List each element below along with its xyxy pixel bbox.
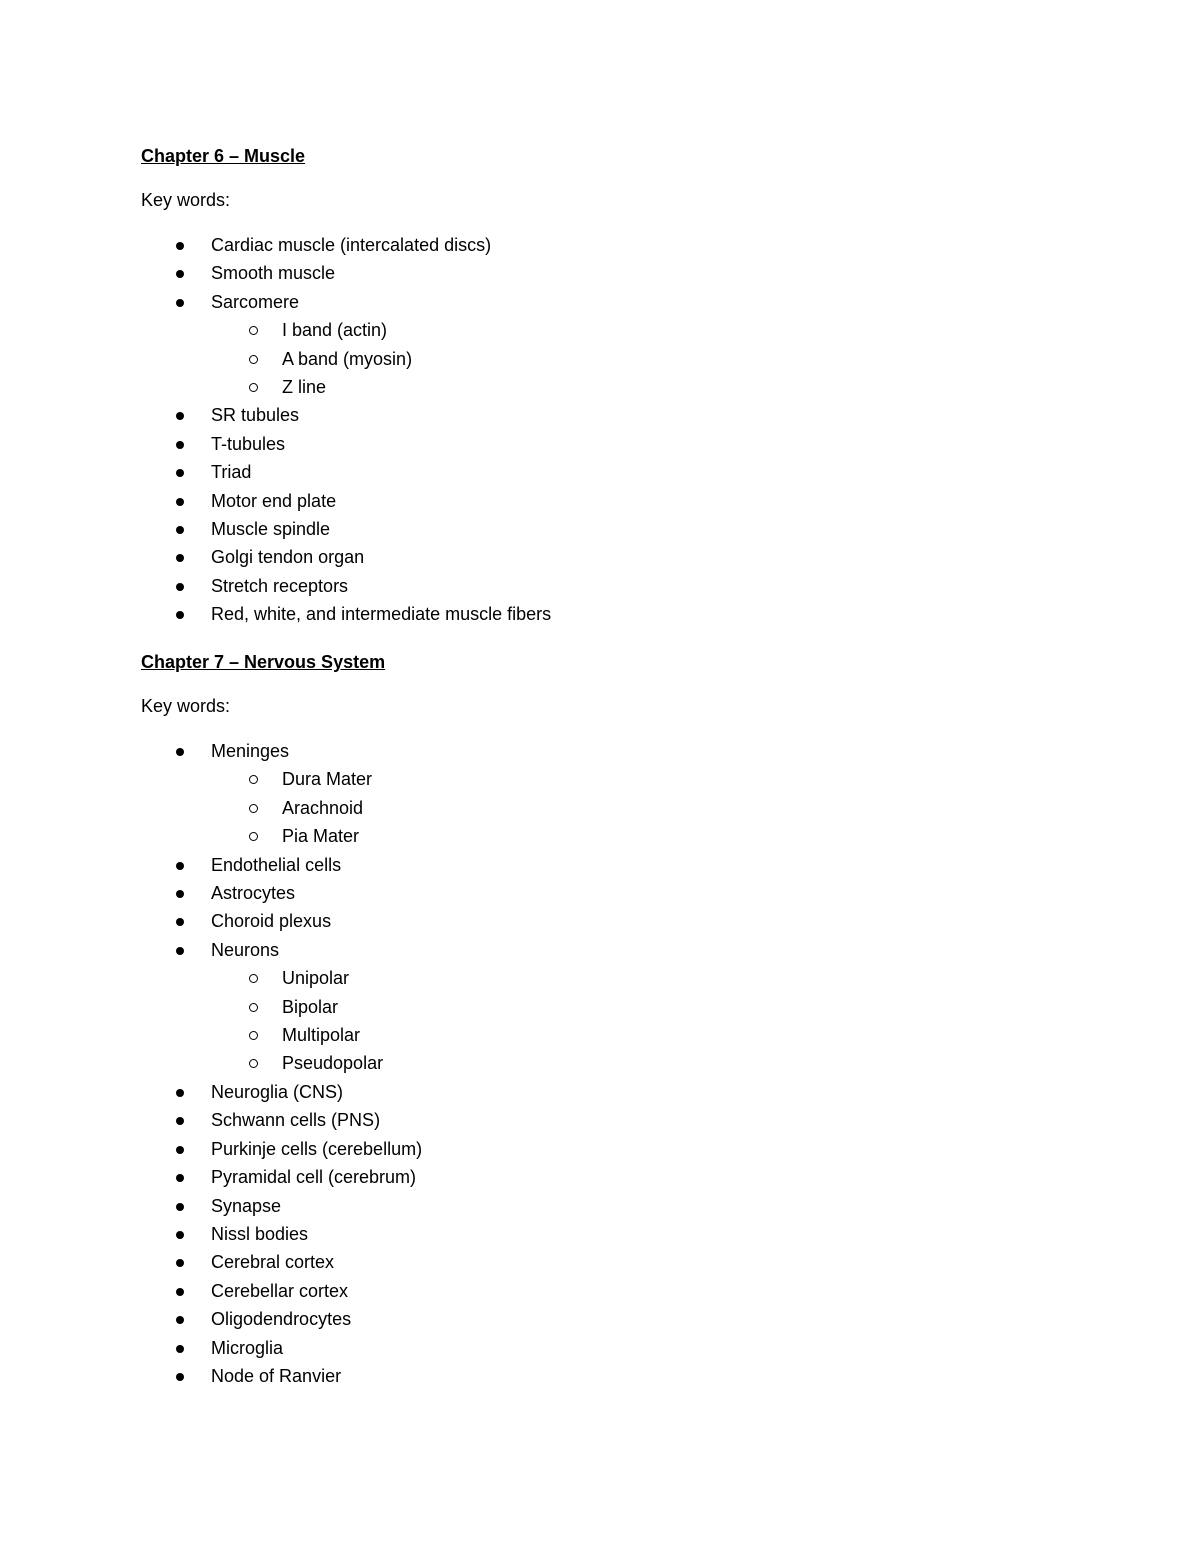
list-item [141, 737, 1041, 765]
list-item [141, 401, 1041, 429]
bullet-icon [176, 242, 184, 250]
list-item-label: Stretch receptors [211, 575, 349, 596]
list-item-label: Golgi tendon organ [211, 547, 365, 568]
hollow-bullet-icon [249, 832, 258, 841]
hollow-bullet-icon [249, 974, 258, 983]
chapter-7-keywords-label: Key words: [141, 696, 231, 716]
bullet-icon [176, 469, 184, 477]
list-item [141, 936, 1041, 964]
sub-list-item [141, 993, 1041, 1021]
list-item [141, 458, 1041, 486]
list-item-label: Red, white, and intermediate muscle fibers [211, 604, 552, 625]
list-item-label: Muscle spindle [211, 519, 331, 540]
bullet-icon [176, 1146, 184, 1154]
bullet-icon [176, 1089, 184, 1097]
chapter-7-heading: Chapter 7 – Nervous System [141, 652, 386, 672]
sub-list-item [141, 316, 1041, 344]
list-item-label: I band (actin) [282, 320, 388, 341]
sub-list-item [141, 822, 1041, 850]
list-item-label: Oligodendrocytes [211, 1309, 352, 1330]
list-item-label: SR tubules [211, 405, 300, 426]
list-item-label: Choroid plexus [211, 911, 332, 932]
chapter-7-section [141, 650, 1041, 1390]
list-item-label: Schwann cells (PNS) [211, 1110, 381, 1131]
bullet-icon [176, 748, 184, 756]
chapter-6-heading: Chapter 6 – Muscle [141, 146, 306, 166]
list-item [141, 1135, 1041, 1163]
list-item-label: Pseudopolar [282, 1053, 384, 1074]
list-item [141, 1163, 1041, 1191]
bullet-icon [176, 862, 184, 870]
list-item-label: A band (myosin) [282, 348, 413, 369]
bullet-icon [176, 526, 184, 534]
list-item [141, 1248, 1041, 1276]
list-item-label: Endothelial cells [211, 854, 342, 875]
sub-list-item [141, 765, 1041, 793]
list-item [141, 907, 1041, 935]
list-item [141, 1106, 1041, 1134]
bullet-icon [176, 1174, 184, 1182]
sub-list-item [141, 1021, 1041, 1049]
list-item [141, 851, 1041, 879]
bullet-icon [176, 611, 184, 619]
list-item [141, 1220, 1041, 1248]
bullet-icon [176, 890, 184, 898]
list-item-label: Unipolar [282, 968, 350, 989]
list-item [141, 259, 1041, 287]
chapter-6-section [141, 144, 1041, 629]
hollow-bullet-icon [249, 1031, 258, 1040]
list-item [141, 600, 1041, 628]
hollow-bullet-icon [249, 775, 258, 784]
list-item [141, 1362, 1041, 1390]
sub-list-item [141, 373, 1041, 401]
list-item-label: Multipolar [282, 1025, 361, 1046]
bullet-icon [176, 1288, 184, 1296]
sub-list-item [141, 964, 1041, 992]
bullet-icon [176, 1117, 184, 1125]
bullet-icon [176, 947, 184, 955]
chapter-7-keyword-list [141, 737, 1041, 1390]
bullet-icon [176, 299, 184, 307]
hollow-bullet-icon [249, 1003, 258, 1012]
list-item-label: Cerebral cortex [211, 1252, 335, 1273]
bullet-icon [176, 270, 184, 278]
list-item [141, 1192, 1041, 1220]
list-item-label: Pyramidal cell (cerebrum) [211, 1167, 417, 1188]
sub-list-item [141, 794, 1041, 822]
list-item-label: Nissl bodies [211, 1223, 309, 1244]
list-item-label: Dura Mater [282, 769, 373, 790]
bullet-icon [176, 498, 184, 506]
list-item [141, 543, 1041, 571]
bullet-icon [176, 583, 184, 591]
bullet-icon [176, 918, 184, 926]
list-item-label: Neuroglia (CNS) [211, 1081, 344, 1102]
list-item-label: Arachnoid [282, 797, 364, 818]
bullet-icon [176, 1231, 184, 1239]
sub-list-item [141, 345, 1041, 373]
list-item [141, 1334, 1041, 1362]
bullet-icon [176, 1203, 184, 1211]
list-item-label: Microglia [211, 1337, 284, 1358]
list-item-label: Sarcomere [211, 291, 300, 312]
list-item [141, 572, 1041, 600]
list-item-label: Node of Ranvier [211, 1365, 342, 1386]
list-item [141, 1305, 1041, 1333]
bullet-icon [176, 412, 184, 420]
list-item-label: Purkinje cells (cerebellum) [211, 1138, 423, 1159]
list-item-label: Cerebellar cortex [211, 1280, 349, 1301]
list-item [141, 879, 1041, 907]
bullet-icon [176, 1259, 184, 1267]
list-item [141, 487, 1041, 515]
list-item-label: T-tubules [211, 433, 286, 454]
hollow-bullet-icon [249, 326, 258, 335]
list-item-label: Cardiac muscle (intercalated discs) [211, 235, 492, 255]
list-item [141, 231, 1041, 259]
hollow-bullet-icon [249, 355, 258, 364]
list-item-label: Neurons [211, 939, 280, 960]
bullet-icon [176, 441, 184, 449]
list-item [141, 515, 1041, 543]
bullet-icon [176, 1316, 184, 1324]
list-item [141, 1277, 1041, 1305]
list-item-label: Motor end plate [211, 490, 337, 511]
chapter-6-keywords-label: Key words: [141, 190, 231, 210]
bullet-icon [176, 1373, 184, 1381]
list-item-label: Meninges [211, 741, 290, 761]
hollow-bullet-icon [249, 804, 258, 813]
bullet-icon [176, 1345, 184, 1353]
chapter-6-keyword-list [141, 231, 1041, 629]
list-item [141, 1078, 1041, 1106]
list-item-label: Astrocytes [211, 883, 296, 904]
list-item [141, 288, 1041, 316]
list-item-label: Z line [282, 377, 327, 398]
hollow-bullet-icon [249, 383, 258, 392]
hollow-bullet-icon [249, 1059, 258, 1068]
list-item-label: Synapse [211, 1195, 282, 1216]
bullet-icon [176, 554, 184, 562]
sub-list-item [141, 1049, 1041, 1077]
list-item [141, 430, 1041, 458]
list-item-label: Bipolar [282, 996, 339, 1017]
list-item-label: Smooth muscle [211, 263, 336, 284]
list-item-label: Pia Mater [282, 826, 360, 847]
list-item-label: Triad [211, 462, 252, 483]
